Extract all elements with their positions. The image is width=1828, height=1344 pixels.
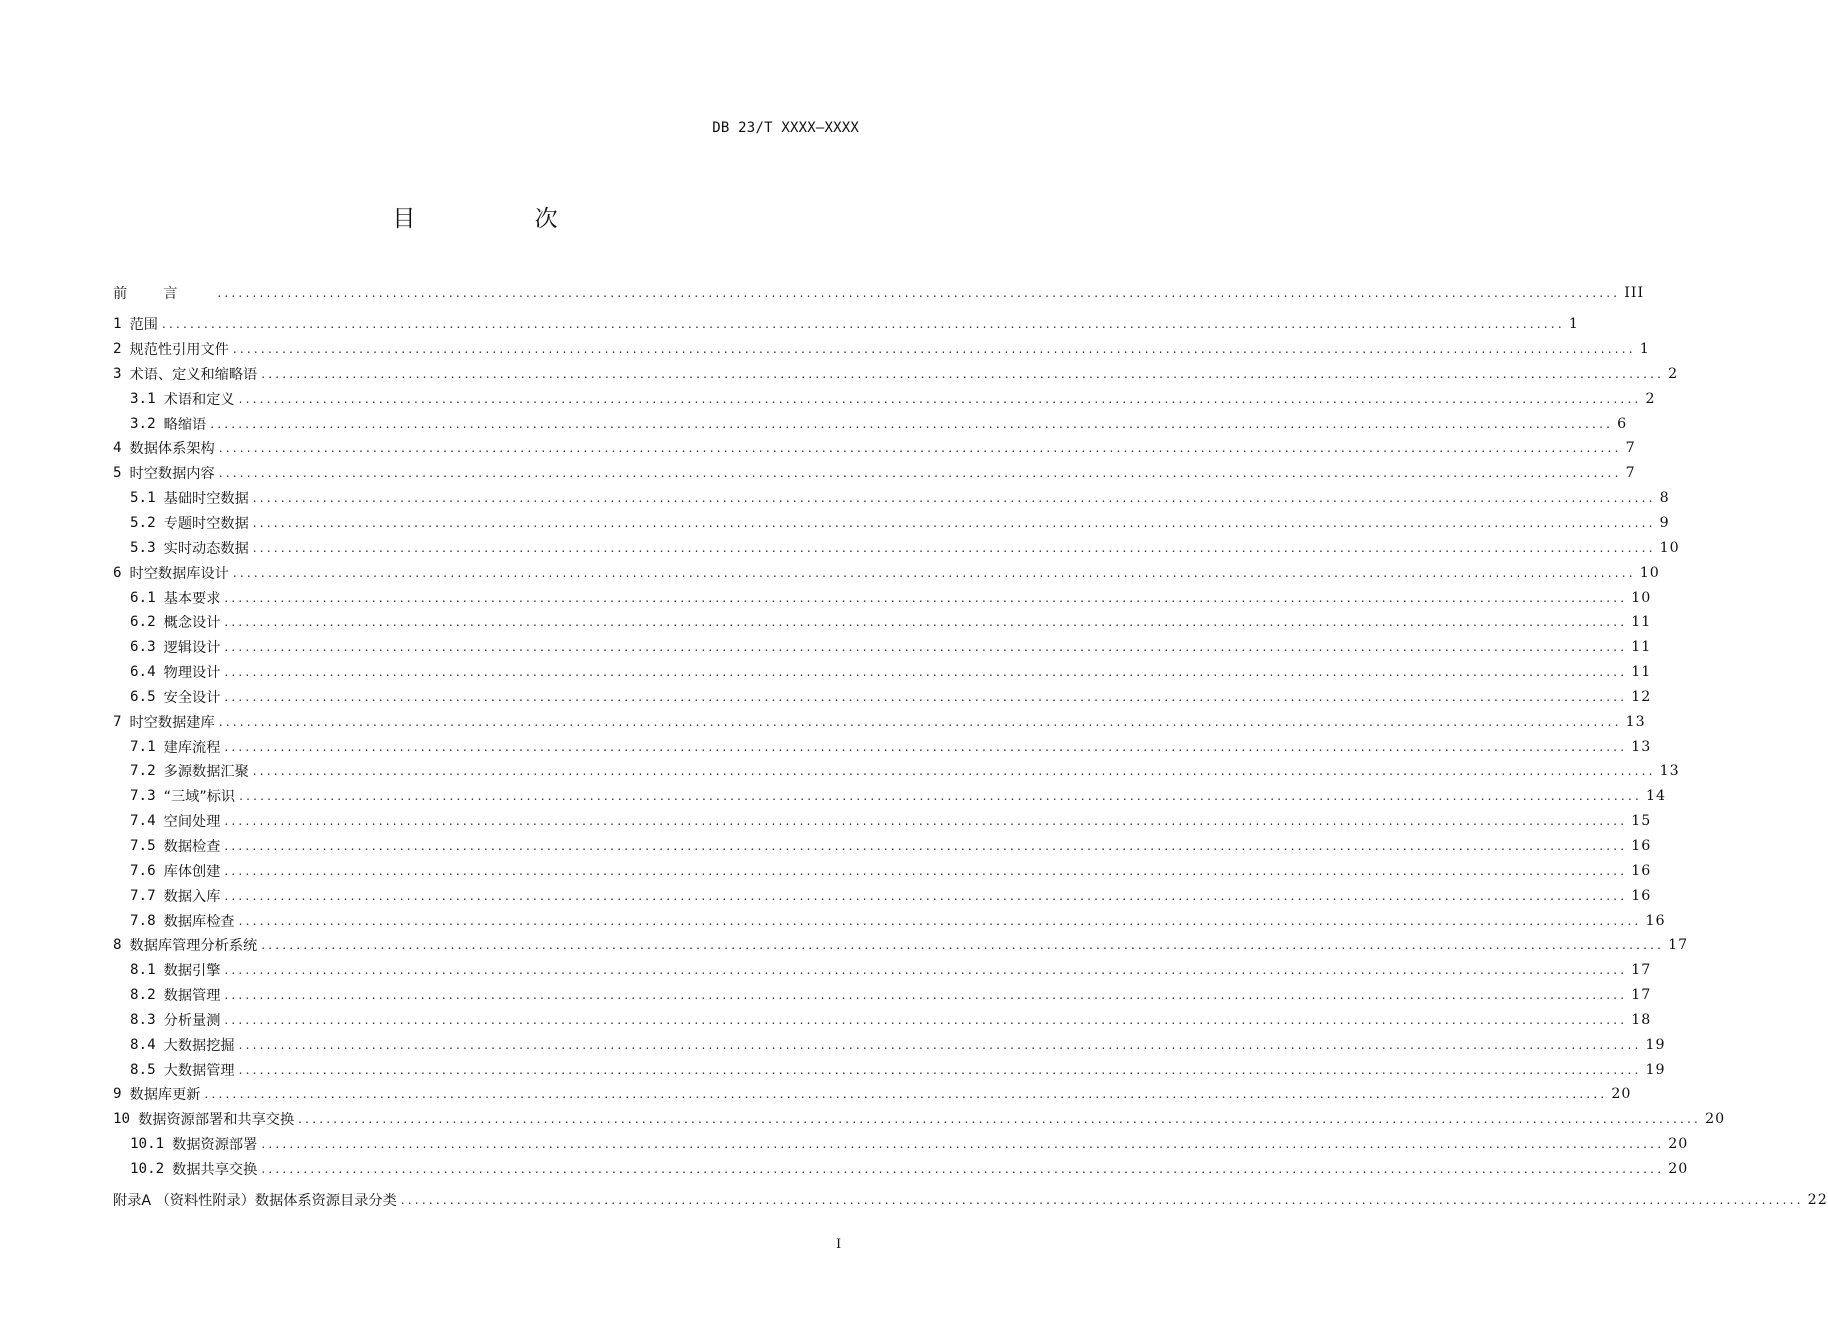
toc-entry[interactable] bbox=[113, 858, 1652, 883]
toc-entry-page: 9 bbox=[1659, 515, 1670, 532]
toc-leader-dots: ........................................................................................................................................................................................................ bbox=[298, 1112, 1702, 1127]
toc-entry-number: 10 bbox=[113, 1111, 131, 1128]
toc-entry-number: 10.1 bbox=[130, 1136, 165, 1153]
toc-entry-number: 7.3 bbox=[130, 788, 156, 805]
toc-leader-dots: ........................................................................................................................................................................................................ bbox=[232, 565, 1636, 580]
toc-entry[interactable] bbox=[113, 1082, 1632, 1107]
toc-entry[interactable] bbox=[113, 933, 1689, 958]
toc-entry[interactable] bbox=[113, 1107, 1726, 1132]
toc-entry[interactable] bbox=[113, 386, 1656, 411]
toc-leader-dots: ........................................................................................................................................................................................................ bbox=[238, 913, 1642, 928]
toc-entry-page: 20 bbox=[1705, 1111, 1726, 1128]
toc-entry[interactable] bbox=[113, 709, 1646, 734]
toc-entry-title: 分析量测 bbox=[163, 1012, 221, 1029]
toc-entry-number: 7.7 bbox=[130, 887, 156, 904]
toc-entry-number: 7.5 bbox=[130, 837, 156, 854]
toc-entry[interactable] bbox=[113, 461, 1636, 486]
toc-leader-dots: ........................................................................................................................................................................................................ bbox=[224, 640, 1628, 655]
toc-leader-dots: ........................................................................................................................................................................................................ bbox=[400, 1192, 1804, 1207]
toc-entry-title: 数据引擎 bbox=[163, 963, 221, 980]
toc-entry-number: 8.1 bbox=[130, 962, 156, 979]
toc-leader-dots: ........................................................................................................................................................................................................ bbox=[210, 416, 1614, 431]
toc-entry-number: 6.2 bbox=[130, 614, 156, 631]
toc-entry-page: III bbox=[1624, 285, 1645, 302]
toc-entry-number: 7 bbox=[113, 713, 122, 730]
toc-entry-page: 15 bbox=[1631, 813, 1652, 830]
toc-entry-number: 3.1 bbox=[130, 390, 156, 407]
toc-entry-number: 5 bbox=[113, 465, 122, 482]
toc-entry[interactable] bbox=[113, 1187, 1828, 1212]
toc-leader-dots: ........................................................................................................................................................................................................ bbox=[224, 988, 1628, 1003]
toc-entry-page: 13 bbox=[1625, 713, 1646, 730]
toc-entry-title: 基本要求 bbox=[163, 590, 221, 607]
toc-entry-page: 13 bbox=[1659, 763, 1680, 780]
toc-entry-number: 7.6 bbox=[130, 862, 156, 879]
toc-entry-page: 19 bbox=[1645, 1061, 1666, 1078]
toc-entry[interactable] bbox=[113, 511, 1670, 536]
toc-entry-page: 2 bbox=[1668, 365, 1679, 382]
toc-entry-title: “三域”标识 bbox=[163, 789, 236, 806]
toc-leader-dots: ........................................................................................................................................................................................................ bbox=[252, 764, 1656, 779]
toc-entry-page: 16 bbox=[1631, 887, 1652, 904]
toc-entry-page: 1 bbox=[1568, 316, 1579, 333]
toc-entry-page: 17 bbox=[1668, 937, 1689, 954]
toc-leader-dots: ........................................................................................................................................................................................................ bbox=[261, 1137, 1665, 1152]
toc-entry-number: 6.5 bbox=[130, 688, 156, 705]
toc-entry-number: 6.4 bbox=[130, 664, 156, 681]
toc-entry-title: 前言 bbox=[113, 286, 214, 303]
page-number: I bbox=[836, 1237, 842, 1252]
toc-entry-title: 数据入库 bbox=[163, 888, 221, 905]
toc-entry[interactable] bbox=[113, 281, 1645, 306]
toc-entry-page: 16 bbox=[1631, 862, 1652, 879]
toc-entry-title: 数据管理 bbox=[163, 988, 221, 1005]
toc-leader-dots: ........................................................................................................................................................................................................ bbox=[218, 466, 1622, 481]
toc-entry-page: 6 bbox=[1617, 415, 1628, 432]
toc-entry[interactable] bbox=[113, 1157, 1689, 1182]
toc-entry-title: 术语、定义和缩略语 bbox=[129, 366, 258, 383]
toc-entry-page: 11 bbox=[1631, 639, 1652, 656]
toc-entry[interactable] bbox=[113, 411, 1628, 436]
toc-entry[interactable] bbox=[113, 635, 1652, 660]
toc-entry-title: 建库流程 bbox=[163, 739, 221, 756]
toc-entry-title: 时空数据建库 bbox=[129, 714, 215, 731]
toc-entry[interactable] bbox=[113, 685, 1652, 710]
toc-entry-page: 20 bbox=[1611, 1086, 1632, 1103]
toc-entry[interactable] bbox=[113, 660, 1652, 685]
toc-entry-page: 10 bbox=[1631, 589, 1652, 606]
toc-entry[interactable] bbox=[113, 610, 1652, 635]
toc-leader-dots: ........................................................................................................................................................................................................ bbox=[238, 391, 1642, 406]
toc-entry[interactable] bbox=[113, 883, 1652, 908]
toc-entry-number: 1 bbox=[113, 316, 122, 333]
toc-entry-number: 5.1 bbox=[130, 490, 156, 507]
toc-entry-title: 逻辑设计 bbox=[163, 640, 221, 657]
toc-entry[interactable] bbox=[113, 362, 1679, 387]
toc-entry[interactable] bbox=[113, 759, 1680, 784]
toc-leader-dots: ........................................................................................................................................................................................................ bbox=[224, 1012, 1628, 1027]
toc-leader-dots: ........................................................................................................................................................................................................ bbox=[224, 689, 1628, 704]
toc-leader-dots: ........................................................................................................................................................................................................ bbox=[252, 540, 1656, 555]
toc-entry-title: 大数据挖掘 bbox=[163, 1037, 235, 1054]
toc-entry[interactable] bbox=[113, 908, 1666, 933]
toc-leader-dots: ........................................................................................................................................................................................................ bbox=[224, 590, 1628, 605]
toc-entry-number: 4 bbox=[113, 440, 122, 457]
toc-entry[interactable] bbox=[113, 560, 1660, 585]
toc-entry-title: 附录A （资料性附录）数据体系资源目录分类 bbox=[113, 1192, 397, 1209]
toc-entry[interactable] bbox=[113, 1007, 1652, 1032]
toc-leader-dots: ........................................................................................................................................................................................................ bbox=[224, 888, 1628, 903]
toc-entry-title: 数据资源部署和共享交换 bbox=[138, 1112, 295, 1129]
toc-entry-page: 22 bbox=[1807, 1191, 1828, 1208]
toc-entry-number: 9 bbox=[113, 1086, 122, 1103]
toc-entry-title: 时空数据内容 bbox=[129, 466, 215, 483]
table-of-contents bbox=[113, 281, 1828, 1212]
toc-entry-title: 术语和定义 bbox=[163, 391, 235, 408]
toc-leader-dots: ........................................................................................................................................................................................................ bbox=[224, 814, 1628, 829]
toc-entry-title: 时空数据库设计 bbox=[129, 565, 229, 582]
toc-entry-title: 多源数据汇聚 bbox=[163, 764, 249, 781]
toc-entry[interactable] bbox=[113, 1057, 1666, 1082]
toc-entry[interactable] bbox=[113, 834, 1652, 859]
toc-entry[interactable] bbox=[113, 734, 1652, 759]
toc-entry-number: 6.3 bbox=[130, 639, 156, 656]
toc-leader-dots: ........................................................................................................................................................................................................ bbox=[224, 863, 1628, 878]
toc-leader-dots: ........................................................................................................................................................................................................ bbox=[224, 963, 1628, 978]
toc-leader-dots: ........................................................................................................................................................................................................ bbox=[218, 441, 1622, 456]
toc-entry-number: 3.2 bbox=[130, 415, 156, 432]
toc-entry-page: 17 bbox=[1631, 987, 1652, 1004]
toc-entry-number: 7.4 bbox=[130, 813, 156, 830]
toc-entry-page: 10 bbox=[1659, 539, 1680, 556]
toc-entry-title: 范围 bbox=[129, 317, 158, 334]
toc-leader-dots: ........................................................................................................................................................................................................ bbox=[252, 491, 1656, 506]
toc-entry-page: 7 bbox=[1625, 465, 1636, 482]
toc-entry-title: 规范性引用文件 bbox=[129, 342, 229, 359]
document-code: DB 23/T XXXX—XXXX bbox=[712, 120, 859, 136]
toc-entry-page: 19 bbox=[1645, 1036, 1666, 1053]
toc-entry-number: 7.8 bbox=[130, 912, 156, 929]
toc-entry-title: 数据库检查 bbox=[163, 913, 235, 930]
toc-leader-dots: ........................................................................................................................................................................................................ bbox=[224, 838, 1628, 853]
toc-entry-page: 2 bbox=[1645, 390, 1656, 407]
toc-entry-title: 概念设计 bbox=[163, 615, 221, 632]
toc-leader-dots: ........................................................................................................................................................................................................ bbox=[261, 366, 1665, 381]
toc-entry-title: 实时动态数据 bbox=[163, 540, 249, 557]
toc-leader-dots: ........................................................................................................................................................................................................ bbox=[217, 286, 1621, 301]
toc-entry-title: 基础时空数据 bbox=[163, 491, 249, 508]
toc-entry-title: 专题时空数据 bbox=[163, 516, 249, 533]
toc-entry[interactable] bbox=[113, 784, 1667, 809]
toc-entry-title: 库体创建 bbox=[163, 863, 221, 880]
toc-leader-dots: ........................................................................................................................................................................................................ bbox=[224, 615, 1628, 630]
toc-entry-number: 2 bbox=[113, 341, 122, 358]
toc-entry-title: 数据资源部署 bbox=[172, 1137, 258, 1154]
toc-leader-dots: ........................................................................................................................................................................................................ bbox=[238, 1037, 1642, 1052]
toc-entry-number: 7.1 bbox=[130, 738, 156, 755]
toc-entry[interactable] bbox=[113, 535, 1680, 560]
toc-leader-dots: ........................................................................................................................................................................................................ bbox=[204, 1087, 1608, 1102]
toc-entry-title: 数据体系架构 bbox=[129, 441, 215, 458]
toc-entry-title: 数据检查 bbox=[163, 838, 221, 855]
toc-entry-page: 13 bbox=[1631, 738, 1652, 755]
toc-entry-number: 8 bbox=[113, 937, 122, 954]
toc-entry-title: 物理设计 bbox=[163, 665, 221, 682]
toc-entry[interactable] bbox=[113, 983, 1652, 1008]
toc-entry[interactable] bbox=[113, 436, 1636, 461]
toc-entry-page: 8 bbox=[1659, 490, 1670, 507]
toc-leader-dots: ........................................................................................................................................................................................................ bbox=[232, 342, 1636, 357]
toc-entry-number: 10.2 bbox=[130, 1160, 165, 1177]
toc-entry-page: 20 bbox=[1668, 1136, 1689, 1153]
toc-entry-number: 8.3 bbox=[130, 1011, 156, 1028]
toc-entry[interactable] bbox=[113, 337, 1650, 362]
toc-entry-page: 11 bbox=[1631, 614, 1652, 631]
toc-entry[interactable] bbox=[113, 1032, 1666, 1057]
toc-entry-page: 1 bbox=[1639, 341, 1650, 358]
toc-leader-dots: ........................................................................................................................................................................................................ bbox=[261, 938, 1665, 953]
toc-leader-dots: ........................................................................................................................................................................................................ bbox=[261, 1161, 1665, 1176]
toc-entry-title: 数据库更新 bbox=[129, 1087, 201, 1104]
page-title: 目 次 bbox=[392, 206, 614, 232]
toc-leader-dots: ........................................................................................................................................................................................................ bbox=[161, 317, 1565, 332]
toc-entry-page: 17 bbox=[1631, 962, 1652, 979]
toc-entry-number: 8.2 bbox=[130, 987, 156, 1004]
toc-entry-title: 安全设计 bbox=[163, 689, 221, 706]
toc-entry-title: 数据共享交换 bbox=[172, 1161, 258, 1178]
toc-leader-dots: ........................................................................................................................................................................................................ bbox=[218, 714, 1622, 729]
toc-entry-page: 18 bbox=[1631, 1011, 1652, 1028]
toc-entry-page: 12 bbox=[1631, 688, 1652, 705]
toc-entry[interactable] bbox=[113, 1132, 1689, 1157]
toc-leader-dots: ........................................................................................................................................................................................................ bbox=[238, 1062, 1642, 1077]
toc-entry-page: 16 bbox=[1645, 912, 1666, 929]
toc-entry-number: 6.1 bbox=[130, 589, 156, 606]
toc-leader-dots: ........................................................................................................................................................................................................ bbox=[252, 516, 1656, 531]
toc-entry[interactable] bbox=[113, 585, 1652, 610]
toc-entry-number: 6 bbox=[113, 564, 122, 581]
toc-leader-dots: ........................................................................................................................................................................................................ bbox=[224, 739, 1628, 754]
toc-leader-dots: ........................................................................................................................................................................................................ bbox=[239, 789, 1642, 804]
toc-entry-title: 数据库管理分析系统 bbox=[129, 938, 258, 955]
toc-entry-page: 7 bbox=[1625, 440, 1636, 457]
toc-entry[interactable] bbox=[113, 312, 1579, 337]
toc-entry-number: 8.4 bbox=[130, 1036, 156, 1053]
toc-entry-number: 7.2 bbox=[130, 763, 156, 780]
toc-leader-dots: ........................................................................................................................................................................................................ bbox=[224, 665, 1628, 680]
toc-entry-page: 16 bbox=[1631, 837, 1652, 854]
toc-entry[interactable] bbox=[113, 486, 1670, 511]
toc-entry-number: 8.5 bbox=[130, 1061, 156, 1078]
toc-entry-title: 大数据管理 bbox=[163, 1062, 235, 1079]
toc-entry-page: 14 bbox=[1645, 788, 1667, 805]
toc-entry[interactable] bbox=[113, 958, 1652, 983]
toc-entry-number: 5.2 bbox=[130, 515, 156, 532]
toc-entry[interactable] bbox=[113, 809, 1652, 834]
toc-entry-number: 3 bbox=[113, 365, 122, 382]
toc-entry-page: 11 bbox=[1631, 664, 1652, 681]
toc-entry-page: 20 bbox=[1668, 1160, 1689, 1177]
toc-entry-title: 略缩语 bbox=[163, 416, 207, 433]
toc-entry-number: 5.3 bbox=[130, 539, 156, 556]
toc-entry-title: 空间处理 bbox=[163, 814, 221, 831]
toc-entry-page: 10 bbox=[1639, 564, 1660, 581]
